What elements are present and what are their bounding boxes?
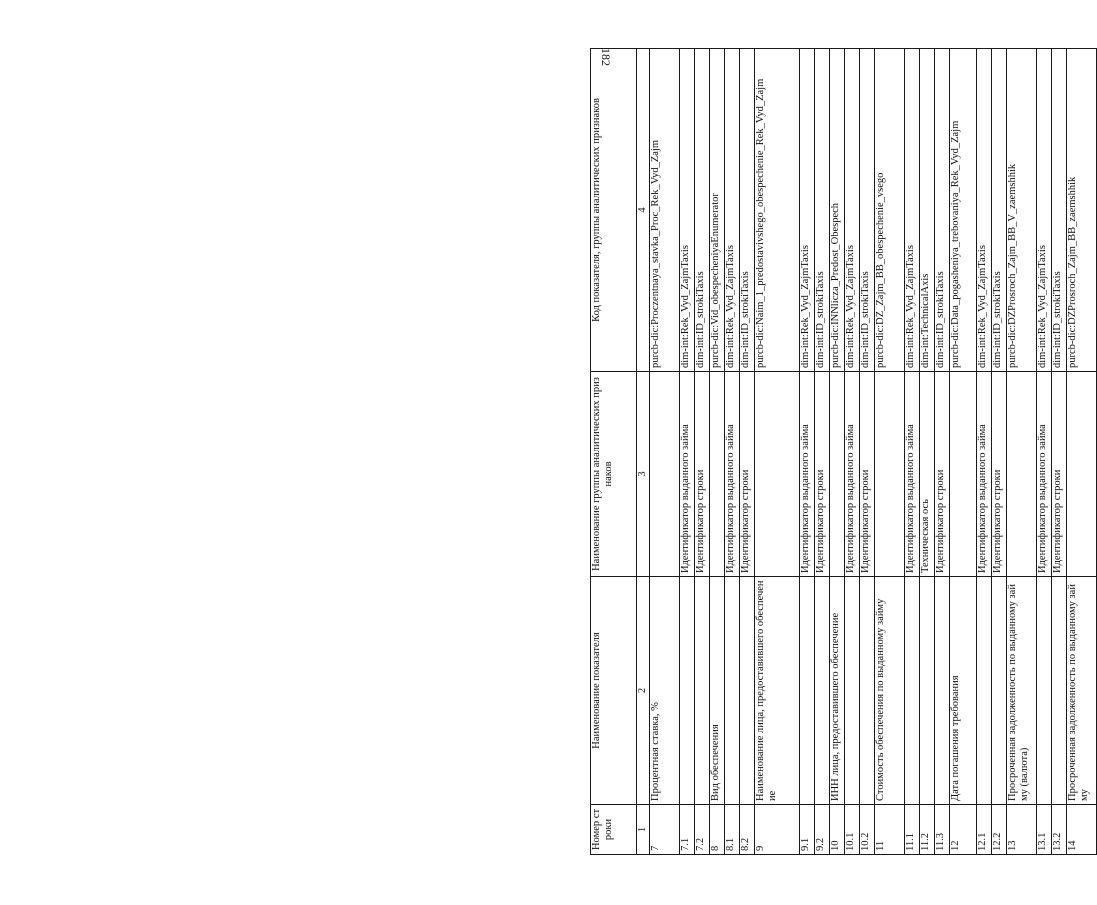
page-number: 182 [599,48,613,66]
code-cell: dim-int:Rek_Vyd_ZajmTaxis [1037,49,1052,372]
group-name-cell: Идентификатор строки [935,372,950,577]
group-name-cell [830,372,845,577]
group-name-cell: Идентификатор выданного займа [800,372,815,577]
row-number-cell: 7.1 [680,805,695,855]
rotated-page [590,49,1090,855]
column-number: 4 [637,49,650,372]
indicator-name-cell [977,577,992,805]
code-cell: dim-int:TechnicalAxis [920,49,935,372]
code-cell: dim-int:Rek_Vyd_ZajmTaxis [680,49,695,372]
table-row [680,49,695,855]
row-number-cell: 8 [710,805,725,855]
header-group-name: Наименование группы аналитических признаков [591,372,637,577]
table-row [1007,49,1037,855]
column-number: 3 [637,372,650,577]
group-name-cell [650,372,680,577]
table-row [1067,49,1097,855]
code-cell: purcb-dic:INNlicza_Predost_Obespech [830,49,845,372]
group-name-cell [950,372,977,577]
column-number: 2 [637,577,650,805]
indicator-name-cell: Наименование лица, предоставившего обеспечение [755,577,800,805]
row-number-cell: 12.1 [977,805,992,855]
indicator-name-cell [992,577,1007,805]
indicator-name-cell [680,577,695,805]
code-cell: dim-int:Rek_Vyd_ZajmTaxis [845,49,860,372]
row-number-cell: 7 [650,805,680,855]
row-number-cell: 14 [1067,805,1097,855]
code-cell: dim-int:Rek_Vyd_ZajmTaxis [800,49,815,372]
indicator-name-cell [815,577,830,805]
indicator-name-cell [1037,577,1052,805]
group-name-cell: Идентификатор выданного займа [977,372,992,577]
indicator-name-cell [905,577,920,805]
table-row [830,49,845,855]
group-name-cell: Идентификатор выданного займа [680,372,695,577]
table-header-row [591,49,637,855]
group-name-cell: Идентификатор выданного займа [1037,372,1052,577]
code-cell: dim-int:Rek_Vyd_ZajmTaxis [977,49,992,372]
indicator-name-cell: Стоимость обеспечения по выданному займу [875,577,905,805]
code-cell: dim-int:ID_strokiTaxis [695,49,710,372]
table-row [710,49,725,855]
group-name-cell: Идентификатор строки [992,372,1007,577]
indicator-name-cell: ИНН лица, предоставившего обеспечение [830,577,845,805]
table-row [740,49,755,855]
row-number-cell: 8.1 [725,805,740,855]
row-number-cell: 9.2 [815,805,830,855]
code-cell: dim-int:Rek_Vyd_ZajmTaxis [725,49,740,372]
group-name-cell: Идентификатор строки [740,372,755,577]
group-name-cell: Идентификатор строки [1052,372,1067,577]
header-indicator-name: Наименование показателя [591,577,637,805]
indicator-name-cell [800,577,815,805]
row-number-cell: 12.2 [992,805,1007,855]
code-cell: purcb-dic:Proczentnaya_stavka_Proc_Rek_Vyd_Zajm [650,49,680,372]
row-number-cell: 13.2 [1052,805,1067,855]
table-row [800,49,815,855]
indicator-name-cell: Дата погашения требования [950,577,977,805]
table-row [1037,49,1052,855]
code-cell: purcb-dic:Naim_1_predostavivshego_obespechenie_Rek_Vyd_Zajm [755,49,800,372]
table-row [992,49,1007,855]
row-number-cell: 9 [755,805,800,855]
row-number-cell: 13.1 [1037,805,1052,855]
column-number-row [637,49,650,855]
indicator-name-cell [740,577,755,805]
table-row [725,49,740,855]
row-number-cell: 10 [830,805,845,855]
table-row [920,49,935,855]
code-cell: dim-int:ID_strokiTaxis [935,49,950,372]
table-row [845,49,860,855]
code-cell: purcb-dic:Data_pogasheniya_trebovaniya_Rek_Vyd_Zajm [950,49,977,372]
row-number-cell: 11.1 [905,805,920,855]
table-row [1052,49,1067,855]
row-number-cell: 10.1 [845,805,860,855]
indicator-name-cell [1052,577,1067,805]
code-cell: dim-int:ID_strokiTaxis [1052,49,1067,372]
row-number-cell: 10.2 [860,805,875,855]
code-cell: dim-int:ID_strokiTaxis [992,49,1007,372]
table-row [695,49,710,855]
indicator-name-cell: Просроченная задолженность по выданному займу [1067,577,1097,805]
indicator-name-cell [920,577,935,805]
row-number-cell: 11.3 [935,805,950,855]
indicator-table [590,48,1097,855]
group-name-cell [875,372,905,577]
group-name-cell: Идентификатор строки [815,372,830,577]
code-cell: dim-int:ID_strokiTaxis [860,49,875,372]
group-name-cell: Техническая ось [920,372,935,577]
group-name-cell: Идентификатор выданного займа [725,372,740,577]
indicator-name-cell [860,577,875,805]
table-row [815,49,830,855]
row-number-cell: 7.2 [695,805,710,855]
table-row [977,49,992,855]
column-number: 1 [637,805,650,855]
table-row [860,49,875,855]
header-code: Код показателя, группы аналитических признаков [591,49,637,372]
code-cell: dim-int:ID_strokiTaxis [815,49,830,372]
row-number-cell: 13 [1007,805,1037,855]
group-name-cell: Идентификатор строки [695,372,710,577]
group-name-cell: Идентификатор выданного займа [845,372,860,577]
indicator-name-cell [725,577,740,805]
indicator-name-cell [695,577,710,805]
header-row-number: Номер строки [591,805,637,855]
row-number-cell: 11.2 [920,805,935,855]
row-number-cell: 8.2 [740,805,755,855]
group-name-cell: Идентификатор строки [860,372,875,577]
indicator-name-cell: Просроченная задолженность по выданному займу (валюта) [1007,577,1037,805]
table-row [905,49,920,855]
code-cell: purcb-dic:DZProsroch_Zajm_BB_zaemshhik [1067,49,1097,372]
code-cell: purcb-dic:Vid_obespecheniyaEnumerator [710,49,725,372]
row-number-cell: 9.1 [800,805,815,855]
table-row [650,49,680,855]
code-cell: dim-int:ID_strokiTaxis [740,49,755,372]
group-name-cell [710,372,725,577]
indicator-name-cell [845,577,860,805]
table-row [755,49,800,855]
table-row [950,49,977,855]
row-number-cell: 12 [950,805,977,855]
row-number-cell: 11 [875,805,905,855]
group-name-cell: Идентификатор выданного займа [905,372,920,577]
group-name-cell [1067,372,1097,577]
indicator-name-cell: Процентная ставка, % [650,577,680,805]
group-name-cell [1007,372,1037,577]
code-cell: dim-int:Rek_Vyd_ZajmTaxis [905,49,920,372]
table-row [875,49,905,855]
code-cell: purcb-dic:DZ_Zajm_BB_obespechenie_vsego [875,49,905,372]
code-cell: purcb-dic:DZProsroch_Zajm_BB_V_zaemshhik [1007,49,1037,372]
indicator-name-cell: Вид обеспечения [710,577,725,805]
indicator-name-cell [935,577,950,805]
group-name-cell [755,372,800,577]
table-row [935,49,950,855]
